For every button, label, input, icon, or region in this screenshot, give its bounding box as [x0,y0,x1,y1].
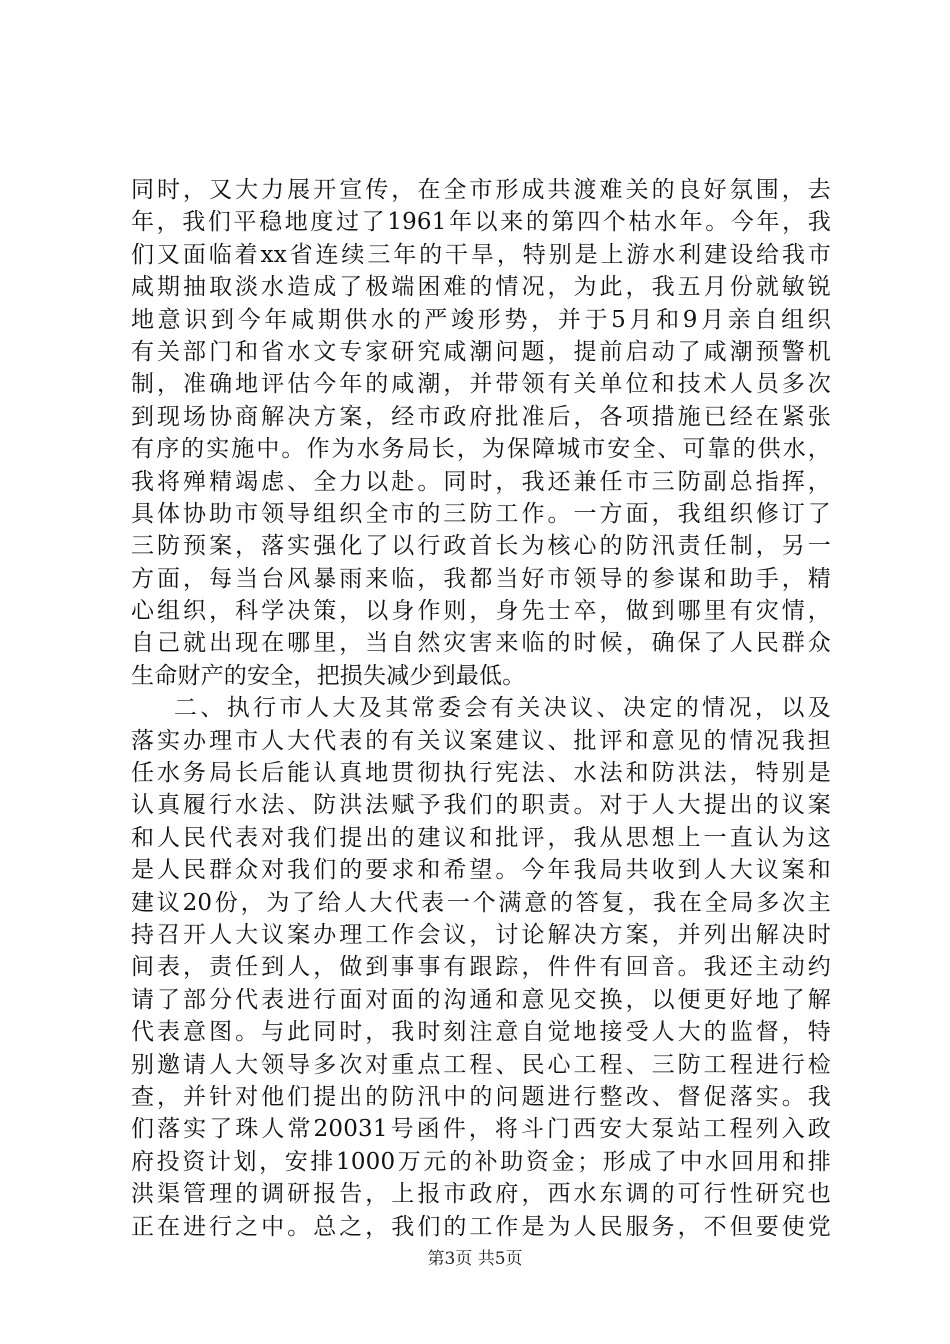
document-body [131,174,831,1243]
text-line: 具体协助市领导组织全市的三防工作。一方面，我组织修订了 [131,500,831,527]
text-line: 查，并针对他们提出的防汛中的问题进行整改、督促落实。我 [131,1083,831,1110]
text-line: 制，准确地评估今年的咸潮，并带领有关单位和技术人员多次 [131,371,831,398]
text-line: 正在进行之中。总之，我们的工作是为人民服务，不但要使党 [131,1213,831,1240]
text-line: 代表意图。与此同时，我时刻注意自觉地接受人大的监督，特 [131,1019,831,1046]
text-line: 建议20份，为了给人大代表一个满意的答复，我在全局多次主 [131,889,831,916]
text-line: 认真履行水法、防洪法赋予我们的职责。对于人大提出的议案 [131,792,831,819]
text-line: 同时，又大力展开宣传，在全市形成共渡难关的良好氛围，去 [131,177,831,203]
text-line: 咸期抽取淡水造成了极端困难的情况，为此，我五月份就敏锐 [131,274,831,301]
text-line: 心组织，科学决策，以身作则，身先士卒，做到哪里有灾情， [131,598,831,625]
text-line: 别邀请人大领导多次对重点工程、民心工程、三防工程进行检 [131,1051,831,1078]
text-line: 持召开人大议案办理工作会议，讨论解决方案，并列出解决时 [131,921,831,948]
text-line: 我将殚精竭虑、全力以赴。同时，我还兼任市三防副总指挥， [131,468,831,495]
text-line: 有序的实施中。作为水务局长，为保障城市安全、可靠的供水， [131,436,831,463]
text-line: 到现场协商解决方案，经市政府批准后，各项措施已经在紧张 [131,403,831,430]
text-line: 三防预案，落实强化了以行政首长为核心的防汛责任制，另一 [131,533,831,560]
text-line: 府投资计划，安排1000万元的补助资金；形成了中水回用和排 [131,1148,831,1175]
text-line: 年，我们平稳地度过了1961年以来的第四个枯水年。今年，我 [131,209,831,236]
text-line: 自己就出现在哪里，当自然灾害来临的时候，确保了人民群众 [131,630,831,657]
text-line: 们又面临着xx省连续三年的干旱，特别是上游水利建设给我市 [131,241,831,268]
text-line: 方面，每当台风暴雨来临，我都当好市领导的参谋和助手，精 [131,565,831,592]
text-line: 地意识到今年咸期供水的严竣形势，并于5月和9月亲自组织 [131,306,831,333]
text-line: 生命财产的安全，把损失减少到最低。 [131,662,526,689]
text-line: 请了部分代表进行面对面的沟通和意见交换，以便更好地了解 [131,986,831,1013]
text-line: 间表，责任到人，做到事事有跟踪，件件有回音。我还主动约 [131,954,831,981]
text-line: 任水务局长后能认真地贯彻执行宪法、水法和防洪法，特别是 [131,760,831,787]
text-line: 落实办理市人大代表的有关议案建议、批评和意见的情况我担 [131,727,831,754]
page-footer: 第3页 共5页 [427,1249,523,1269]
text-line: 二、执行市人大及其常委会有关决议、决定的情况，以及 [131,695,831,722]
text-line: 们落实了珠人常20031号函件，将斗门西安大泵站工程列入政 [131,1116,831,1143]
text-line: 有关部门和省水文专家研究咸潮问题，提前启动了咸潮预警机 [131,338,831,365]
text-line: 和人民代表对我们提出的建议和批评，我从思想上一直认为这 [131,824,831,851]
text-line: 洪渠管理的调研报告，上报市政府，西水东调的可行性研究也 [131,1181,831,1208]
text-line: 是人民群众对我们的要求和希望。今年我局共收到人大议案和 [131,857,831,884]
